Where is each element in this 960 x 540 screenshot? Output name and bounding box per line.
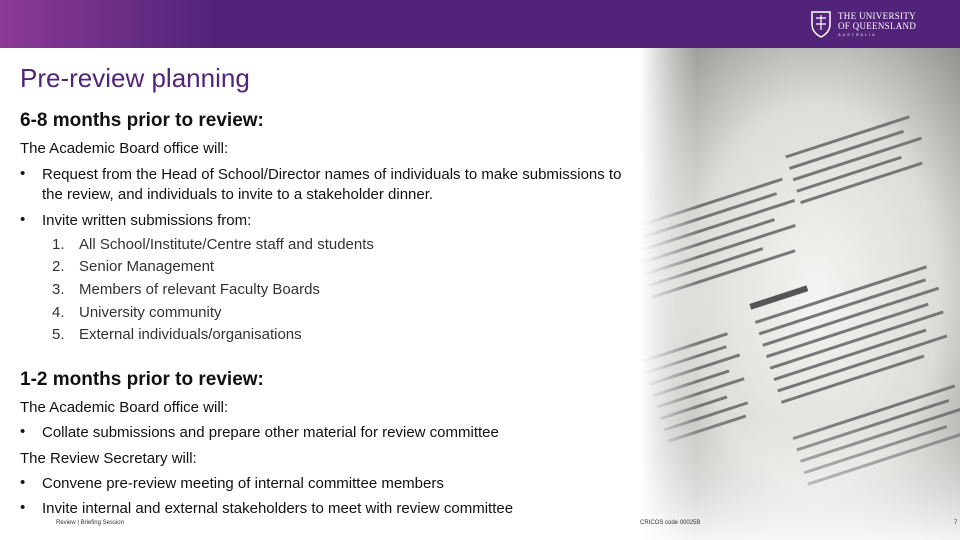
logo-wordmark: THE UNIVERSITY OF QUEENSLAND <box>838 11 917 31</box>
bullet-marker: • <box>20 499 26 516</box>
item-text: All School/Institute/Centre staff and students <box>79 236 374 253</box>
item-number: 5. <box>52 326 65 343</box>
page-number: 7 <box>954 520 958 526</box>
section2-heading: 1-2 months prior to review: <box>20 369 264 390</box>
bullet-marker: • <box>20 474 26 491</box>
item-number: 3. <box>52 281 65 298</box>
bullet-marker: • <box>20 165 26 182</box>
section2-intro-secretary: The Review Secretary will: <box>20 450 197 467</box>
item-text: Members of relevant Faculty Boards <box>79 281 320 298</box>
footer-cricos: CRICOS code 00025B <box>640 520 701 526</box>
section1-heading: 6-8 months prior to review: <box>20 110 264 131</box>
university-logo[interactable] <box>790 0 960 48</box>
item-number: 1. <box>52 236 65 253</box>
item-text: University community <box>79 304 222 321</box>
background-photo <box>640 48 960 540</box>
section1-intro: The Academic Board office will: <box>20 140 229 157</box>
crest-icon <box>810 10 832 38</box>
document-photo-illustration <box>640 48 960 540</box>
bullet-text: Convene pre-review meeting of internal committee members <box>42 475 444 492</box>
item-number: 2. <box>52 258 65 275</box>
slide-title: Pre-review planning <box>20 63 250 93</box>
bullet-text: Request from the Head of School/Director names of individuals to make submissions to the review, and individuals to invite to a stakeholder dinner. <box>42 166 622 203</box>
bullet-text: Invite written submissions from: <box>42 212 252 229</box>
bullet-text: Collate submissions and prepare other material for review committee <box>42 424 499 441</box>
item-number: 4. <box>52 304 65 321</box>
bullet-marker: • <box>20 423 26 440</box>
bullet-marker: • <box>20 211 26 228</box>
logo-country: AUSTRALIA <box>838 32 877 37</box>
item-text: External individuals/organisations <box>79 326 302 343</box>
bullet-text: Invite internal and external stakeholders to meet with review committee <box>42 500 514 517</box>
section2-intro-office: The Academic Board office will: <box>20 399 229 416</box>
item-text: Senior Management <box>79 258 215 275</box>
footer-title: Review | Briefing Session <box>56 520 124 526</box>
